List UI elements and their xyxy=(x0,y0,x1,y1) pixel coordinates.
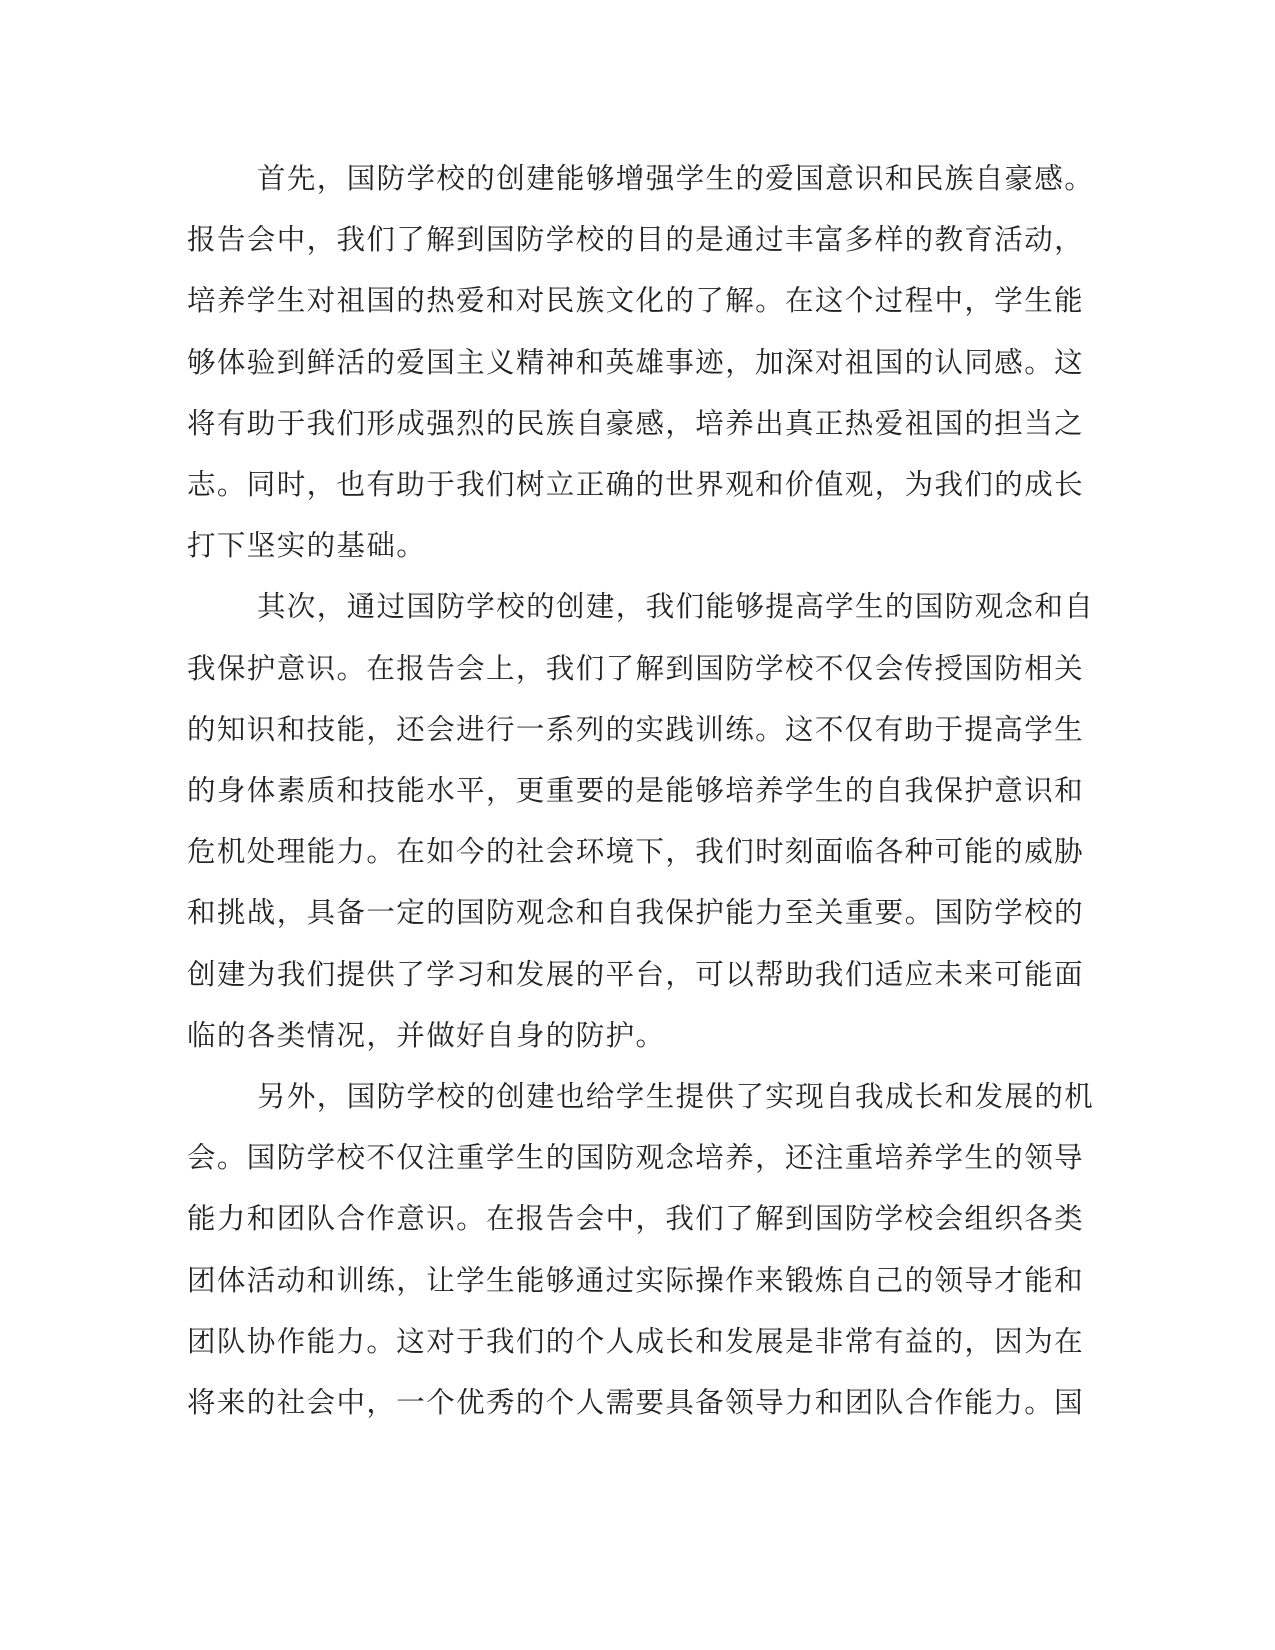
text-line: 团体活动和训练，让学生能够通过实际操作来锻炼自己的领导才能和 xyxy=(187,1263,1085,1297)
text-line: 的知识和技能，还会进行一系列的实践训练。这不仅有助于提高学生 xyxy=(187,712,1085,746)
text-line: 培养学生对祖国的热爱和对民族文化的了解。在这个过程中，学生能 xyxy=(187,284,1085,318)
text-line-paragraph-start: 其次，通过国防学校的创建，我们能够提高学生的国防观念和自 xyxy=(257,590,1095,624)
text-line: 将有助于我们形成强烈的民族自豪感，培养出真正热爱祖国的担当之 xyxy=(187,406,1085,440)
text-line: 的身体素质和技能水平，更重要的是能够培养学生的自我保护意识和 xyxy=(187,774,1085,808)
body-text xyxy=(187,148,1095,1433)
text-line: 团队协作能力。这对于我们的个人成长和发展是非常有益的，因为在 xyxy=(187,1324,1085,1358)
text-line-paragraph-start: 首先，国防学校的创建能够增强学生的爱国意识和民族自豪感。 xyxy=(257,162,1095,195)
text-line: 报告会中，我们了解到国防学校的目的是通过丰富多样的教育活动， xyxy=(187,223,1085,257)
text-line: 危机处理能力。在如今的社会环境下，我们时刻面临各种可能的威胁 xyxy=(187,835,1085,869)
text-line: 将来的社会中，一个优秀的个人需要具备领导力和团队合作能力。国 xyxy=(187,1386,1085,1420)
text-line: 我保护意识。在报告会上，我们了解到国防学校不仅会传授国防相关 xyxy=(187,651,1085,685)
text-line: 志。同时，也有助于我们树立正确的世界观和价值观，为我们的成长 xyxy=(187,468,1085,502)
text-line: 够体验到鲜活的爱国主义精神和英雄事迹，加深对祖国的认同感。这 xyxy=(187,345,1085,379)
text-line: 和挑战，具备一定的国防观念和自我保护能力至关重要。国防学校的 xyxy=(187,896,1085,930)
text-line-paragraph-start: 另外，国防学校的创建也给学生提供了实现自我成长和发展的机 xyxy=(257,1080,1095,1114)
text-line: 能力和团队合作意识。在报告会中，我们了解到国防学校会组织各类 xyxy=(187,1202,1085,1236)
text-line: 打下坚实的基础。 xyxy=(187,529,427,563)
text-line: 临的各类情况，并做好自身的防护。 xyxy=(187,1018,666,1052)
text-line: 创建为我们提供了学习和发展的平台，可以帮助我们适应未来可能面 xyxy=(187,957,1085,991)
text-line: 会。国防学校不仅注重学生的国防观念培养，还注重培养学生的领导 xyxy=(187,1141,1085,1175)
